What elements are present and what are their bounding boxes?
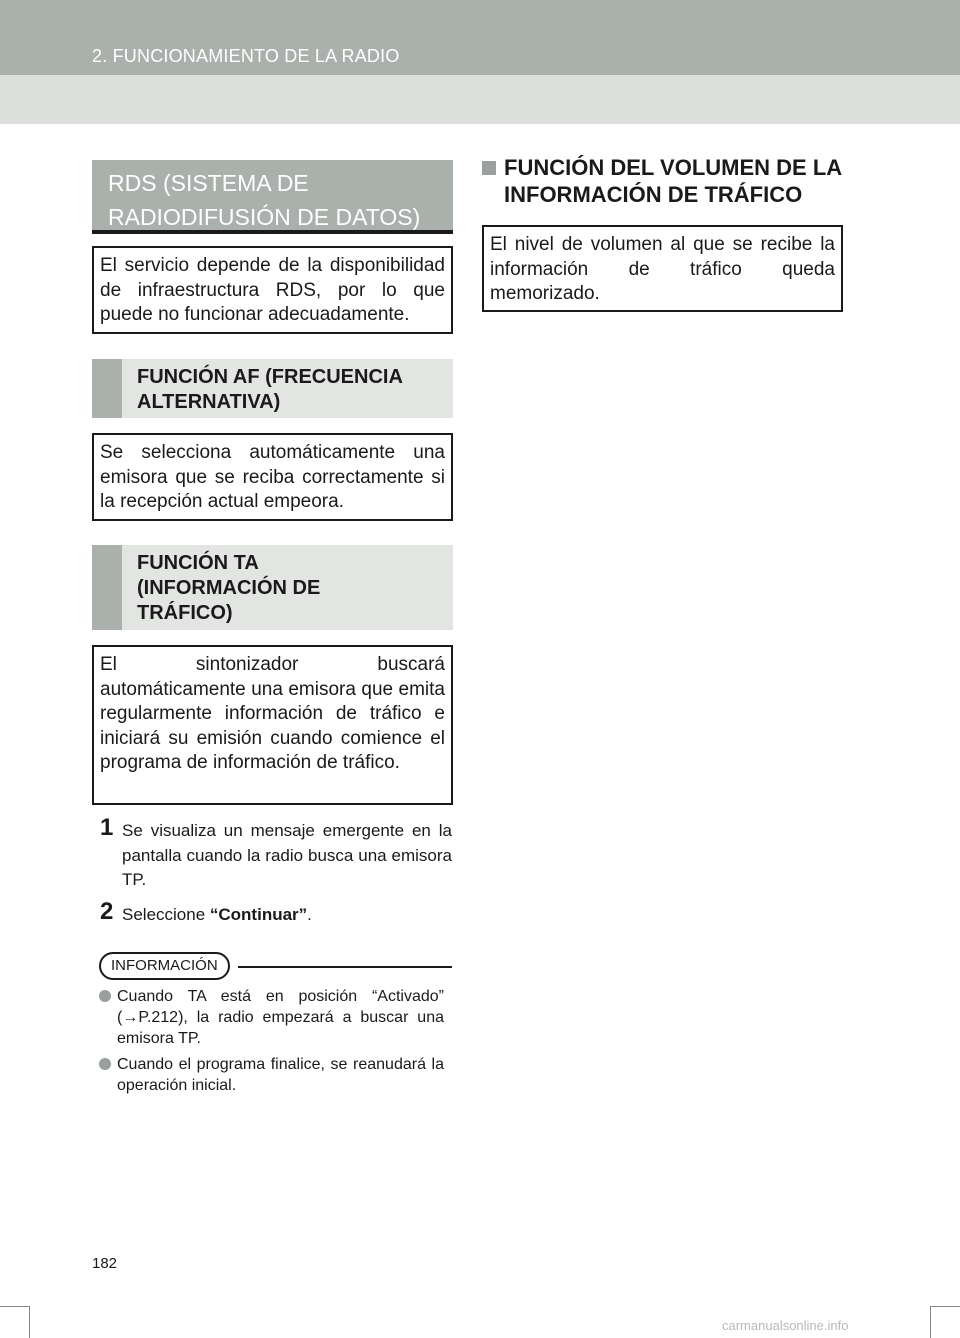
af-section-tab [92, 359, 122, 418]
step-1-number: 1 [100, 814, 114, 841]
crop-mark-left-h [0, 1306, 29, 1307]
step-1-text: Se visualiza un mensaje emergente en la pantalla cuando la radio busca una emisora TP. [122, 821, 452, 889]
rds-title-rule [92, 230, 453, 234]
volume-title: FUNCIÓN DEL VOLUMEN DE LA INFORMACIÓN DE TRÁFICO [504, 155, 842, 207]
step-1 [100, 814, 452, 893]
ta-text-box [92, 645, 453, 805]
info-bullet-1-text: Cuando TA está en posición “Activado” (→P.212), la radio empezará a buscar una emisora TP. [117, 988, 444, 1047]
bullet-dot-icon [99, 990, 111, 1002]
af-title: FUNCIÓN AF (FRECUENCIA ALTERNATIVA) [137, 366, 403, 413]
bullet-dot-icon [99, 1058, 111, 1070]
crop-mark-right [930, 1306, 931, 1338]
volume-text-box [482, 225, 843, 312]
rds-title-box [92, 160, 453, 230]
section-title: 2. FUNCIONAMIENTO DE LA RADIO [92, 46, 400, 66]
ta-section-header [92, 545, 453, 630]
ta-text: El sintonizador buscará automáticamente una emisora que emita regularmente información de tráfico e iniciará su emisión cuando comience el programa de información de tráfico. [100, 654, 445, 773]
watermark: carmanualsonline.info [722, 1318, 849, 1333]
ta-title: FUNCIÓN TA (INFORMACIÓN DE TRÁFICO) [137, 552, 321, 624]
square-bullet-icon [482, 161, 496, 175]
info-bullet-2-text: Cuando el programa finalice, se reanudará la operación inicial. [117, 1056, 444, 1094]
rds-text-box [92, 246, 453, 334]
info-divider [238, 966, 452, 968]
volume-text: El nivel de volumen al que se recibe la información de tráfico queda memorizado. [490, 234, 835, 304]
continuar-label: “Continuar” [209, 905, 308, 924]
af-text-box [92, 433, 453, 521]
ta-section-tab [92, 545, 122, 630]
step-2 [100, 898, 452, 928]
rds-text: El servicio depende de la disponibilidad de infraestructura RDS, por lo que puede no funcionar adecuadamente. [100, 255, 445, 325]
rds-title: RDS (SISTEMA DE RADIODIFUSIÓN DE DATOS) [108, 170, 421, 230]
info-label: INFORMACIÓN [99, 952, 230, 980]
crop-mark-right-h [931, 1306, 960, 1307]
volume-heading [482, 154, 852, 208]
af-section-header [92, 359, 453, 418]
af-text: Se selecciona automáticamente una emisora que se reciba correctamente si la recepción actual empeora. [100, 442, 445, 512]
step-2-text: Seleccione “Continuar”. [122, 905, 312, 924]
crop-mark-left [29, 1306, 30, 1338]
step-2-number: 2 [100, 898, 114, 925]
info-bullet-1 [117, 986, 444, 1049]
info-bullet-2 [117, 1054, 444, 1096]
page-number: 182 [92, 1255, 118, 1272]
